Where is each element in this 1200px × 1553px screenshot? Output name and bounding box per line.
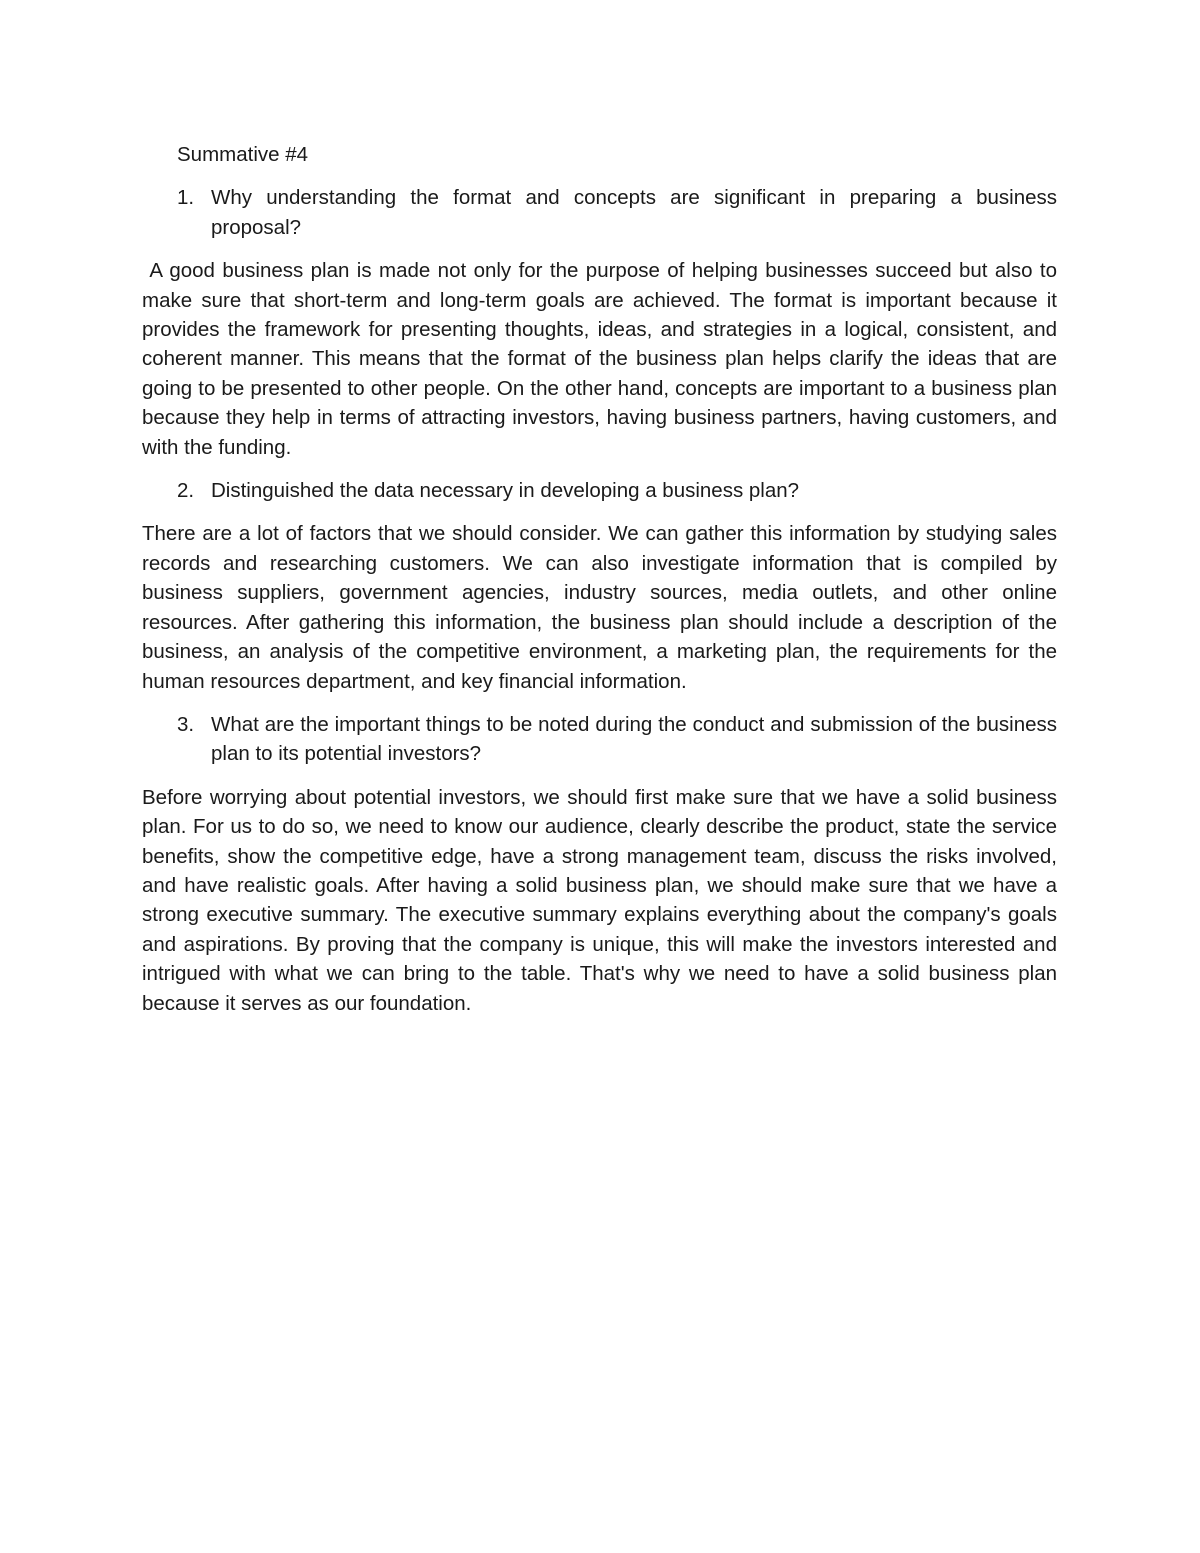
question-text: Why understanding the format and concepts are significant in preparing a business proposal?: [211, 186, 1057, 239]
document-body: [142, 140, 1063, 1032]
question-number: 2.: [177, 479, 195, 503]
question-text: Distinguished the data necessary in developing a business plan?: [211, 479, 800, 503]
question-3: [142, 710, 1057, 769]
question-number: 1.: [177, 186, 195, 210]
question-number: 3.: [177, 712, 195, 736]
question-2: [142, 476, 1057, 505]
question-text: What are the important things to be noted during the conduct and submission of the business plan to its potential investors?: [211, 712, 1057, 766]
document-title: Summative #4: [177, 143, 309, 166]
answer-2: There are a lot of factors that we should consider. We can gather this information by studying sales records and researching customers. We can also investigate information that is compiled by business suppliers, government agencies, industry sources, media outlets, and other online resources. After gathering this information, the business plan should include a description of the business, an analysis of the competitive environment, a marketing plan, the requirements for the human resources department, and key financial information.: [142, 522, 1057, 693]
answer-1: A good business plan is made not only for the purpose of helping businesses succeed but also to make sure that short-term and long-term goals are achieved. The format is important because it provides the framework for presenting thoughts, ideas, and strategies in a logical, consistent, and coherent manner. This means that the format of the business plan helps clarify the ideas that are going to be presented to other people. On the other hand, concepts are important to a business plan because they help in terms of attracting investors, having business partners, having customers, and with the funding.: [142, 259, 1063, 459]
question-1: [142, 183, 1057, 242]
answer-3: Before worrying about potential investors, we should first make sure that we have a solid business plan. For us to do so, we need to know our audience, clearly describe the product, state the service benefits, show the competitive edge, have a strong management team, discuss the risks involved, and have realistic goals. After having a solid business plan, we should make sure that we have a strong executive summary. The executive summary explains everything about the company's goals and aspirations. By proving that the company is unique, this will make the investors interested and intrigued with what we can bring to the table. That's why we need to have a solid business plan because it serves as our foundation.: [142, 785, 1057, 1015]
